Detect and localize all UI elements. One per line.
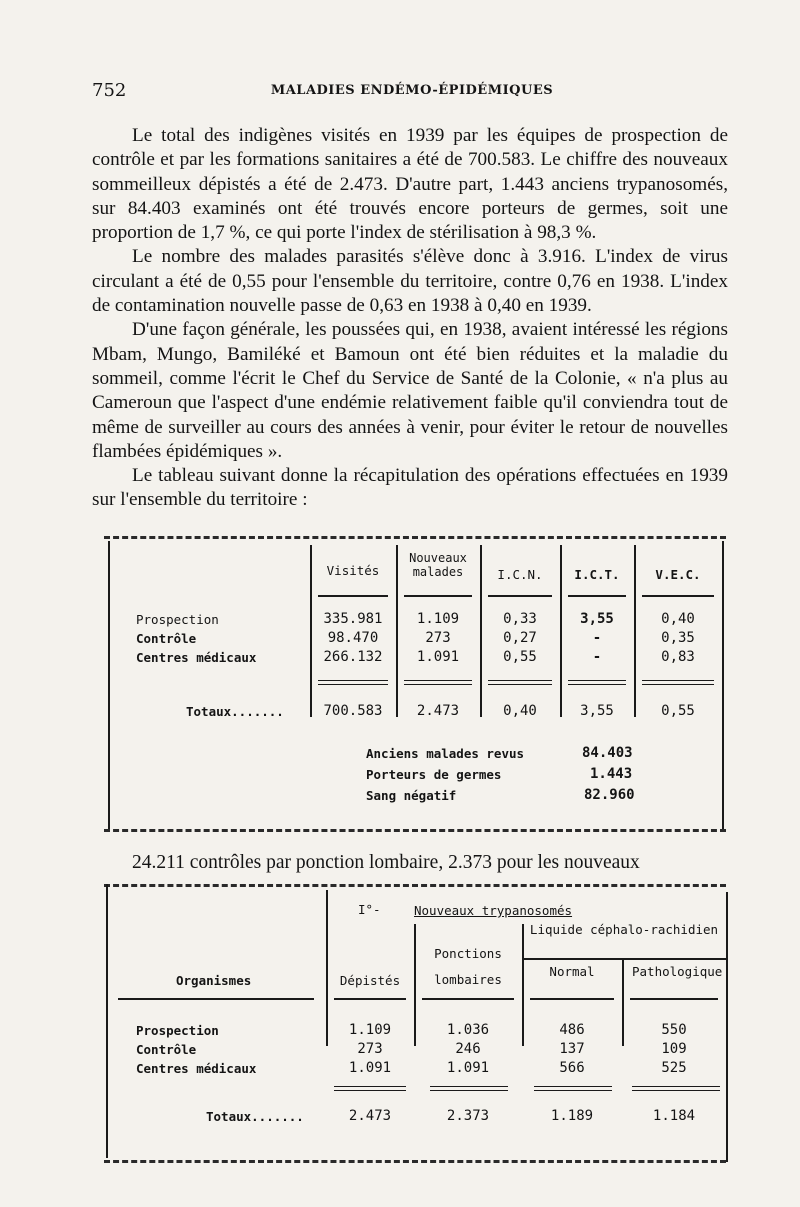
cell-ponctions: 246 bbox=[455, 1041, 481, 1057]
section-prefix: I°- bbox=[358, 902, 381, 917]
cell-ict: - bbox=[592, 649, 602, 665]
table1-top-border bbox=[104, 536, 726, 539]
section-title: Nouveaux trypanosomés bbox=[414, 903, 573, 918]
header-ponctions-2: lombaires bbox=[434, 972, 502, 987]
total-visites: 700.583 bbox=[323, 703, 383, 719]
header-rule bbox=[642, 595, 714, 597]
header-rule bbox=[422, 998, 514, 1000]
row-label: Centres médicaux bbox=[136, 1061, 257, 1076]
total-vec: 0,55 bbox=[661, 703, 695, 719]
cell-vec: 0,35 bbox=[661, 630, 695, 646]
total-ponctions: 2.373 bbox=[446, 1108, 490, 1124]
row-label: Contrôle bbox=[136, 1042, 197, 1057]
total-depistes: 2.473 bbox=[348, 1108, 392, 1124]
paragraph-2: Le nombre des malades parasités s'élève donc à 3.916. L'index de virus circulant a été de 0,55 pour l'ensemble du territoire, contre 0,76 en 1938. L'index de contamination nouvelle passe de 0,63 en 1938 à 0,40 en 1939. bbox=[92, 246, 728, 317]
running-title: MALADIES ENDÉMO-ÉPIDÉMIQUES bbox=[270, 83, 554, 98]
row-label: Contrôle bbox=[136, 631, 197, 646]
page-number: 752 bbox=[92, 80, 127, 101]
cell-depistes: 1.091 bbox=[348, 1060, 392, 1076]
cell-pathologique: 550 bbox=[661, 1022, 687, 1038]
cell-vec: 0,83 bbox=[661, 649, 695, 665]
total-rule bbox=[318, 680, 388, 685]
cell-pathologique: 109 bbox=[661, 1041, 687, 1057]
summary-value: 84.403 bbox=[582, 745, 633, 761]
row-label: Prospection bbox=[136, 612, 219, 627]
cell-visites: 266.132 bbox=[323, 649, 383, 665]
paragraph-1: Le total des indigènes visités en 1939 par les équipes de prospection de contrôle et par les formations sanitaires a été de 700.583. Le chiffre des nouveaux sommeilleux dépistés a été de 2.473. D'autre part, 1.443 anciens trypanosomés, sur 84.403 examinés ont été trouvés encore porteurs de germes, soit une proportion de 1,7 %, ce qui porte l'index de stérilisation à 98,3 %. bbox=[92, 125, 728, 244]
table1-bottom-border bbox=[104, 829, 726, 832]
header-rule bbox=[530, 998, 614, 1000]
summary-value: 82.960 bbox=[584, 787, 635, 803]
header-vec: V.E.C. bbox=[655, 567, 701, 582]
header-ict: I.C.T. bbox=[574, 567, 620, 582]
cell-ponctions: 1.091 bbox=[446, 1060, 490, 1076]
summary-value: 1.443 bbox=[590, 766, 633, 782]
header-pathologique: Pathologique bbox=[632, 964, 723, 979]
total-nouveaux: 2.473 bbox=[416, 703, 460, 719]
summary-label: Sang négatif bbox=[366, 788, 457, 803]
summary-label: Porteurs de germes bbox=[366, 767, 502, 782]
cell-normal: 486 bbox=[559, 1022, 585, 1038]
header-rule bbox=[630, 998, 718, 1000]
header-lcr: Liquide céphalo-rachidien bbox=[529, 922, 719, 937]
total-label: Totaux....... bbox=[206, 1109, 304, 1124]
header-organismes: Organismes bbox=[176, 973, 252, 988]
cell-ict: 3,55 bbox=[580, 611, 614, 627]
cell-depistes: 273 bbox=[357, 1041, 383, 1057]
cell-depistes: 1.109 bbox=[348, 1022, 392, 1038]
table-border-left bbox=[106, 884, 108, 1158]
summary-label: Anciens malades revus bbox=[366, 746, 525, 761]
page-header bbox=[92, 80, 732, 104]
total-rule bbox=[488, 680, 552, 685]
total-rule bbox=[430, 1086, 508, 1091]
paragraph-4: Le tableau suivant donne la récapitulation des opérations effectuées en 1939 sur l'ensemble du territoire : bbox=[92, 465, 728, 511]
header-normal: Normal bbox=[549, 964, 595, 979]
header-ponctions-1: Ponctions bbox=[434, 946, 502, 961]
cell-ict: - bbox=[592, 630, 602, 646]
header-rule bbox=[334, 998, 406, 1000]
cell-icn: 0,33 bbox=[503, 611, 537, 627]
cell-pathologique: 525 bbox=[661, 1060, 687, 1076]
total-rule bbox=[642, 680, 714, 685]
header-rule bbox=[568, 595, 626, 597]
cell-normal: 566 bbox=[559, 1060, 585, 1076]
body-text bbox=[92, 124, 728, 513]
total-label: Totaux....... bbox=[186, 704, 284, 719]
paragraph-3: D'une façon générale, les poussées qui, en 1938, avaient intéressé les régions Mbam, Mungo, Bamiléké et Bamoun ont été bien réduites et la maladie du sommeil, comme l'écrit le Chef du Service de Santé de la Colonie, « n'a plus au Cameroun que l'aspect d'une endémie relativement faible qu'il conviendra tout de même de surveiller au cours des années à venir, pour éviter le retour de nouvelles flambées épidémiques ». bbox=[92, 319, 728, 462]
total-rule bbox=[334, 1086, 406, 1091]
total-icn: 0,40 bbox=[503, 703, 537, 719]
row-label: Prospection bbox=[136, 1023, 219, 1038]
total-rule bbox=[404, 680, 472, 685]
recap-table bbox=[104, 541, 726, 835]
lcr-rule bbox=[522, 958, 728, 960]
cell-nouveaux: 273 bbox=[425, 630, 451, 646]
total-normal: 1.189 bbox=[550, 1108, 594, 1124]
cell-vec: 0,40 bbox=[661, 611, 695, 627]
header-visites: Visités bbox=[326, 563, 380, 578]
total-rule bbox=[632, 1086, 720, 1091]
table-border-left bbox=[108, 541, 110, 831]
cell-icn: 0,27 bbox=[503, 630, 537, 646]
cell-normal: 137 bbox=[559, 1041, 585, 1057]
lumbar-puncture-table bbox=[104, 884, 728, 1166]
header-depistes: Dépistés bbox=[339, 973, 401, 988]
cell-nouveaux: 1.091 bbox=[416, 649, 460, 665]
cell-visites: 98.470 bbox=[327, 630, 379, 646]
cell-icn: 0,55 bbox=[503, 649, 537, 665]
header-rule bbox=[404, 595, 472, 597]
total-ict: 3,55 bbox=[580, 703, 614, 719]
total-pathologique: 1.184 bbox=[652, 1108, 696, 1124]
table2-caption: 24.211 contrôles par ponction lombaire, 2.373 pour les nouveaux bbox=[132, 852, 640, 873]
row-label: Centres médicaux bbox=[136, 650, 257, 665]
header-nouveaux: Nouveaux malades bbox=[409, 551, 467, 579]
table2-bottom-border bbox=[104, 1160, 726, 1163]
header-rule bbox=[118, 998, 314, 1000]
header-rule bbox=[488, 595, 552, 597]
total-rule bbox=[534, 1086, 612, 1091]
cell-visites: 335.981 bbox=[323, 611, 383, 627]
total-rule bbox=[568, 680, 626, 685]
table-border-right bbox=[722, 541, 724, 831]
header-icn: I.C.N. bbox=[497, 567, 543, 582]
header-rule bbox=[318, 595, 388, 597]
cell-nouveaux: 1.109 bbox=[416, 611, 460, 627]
table-border-right bbox=[726, 892, 728, 1162]
cell-ponctions: 1.036 bbox=[446, 1022, 490, 1038]
